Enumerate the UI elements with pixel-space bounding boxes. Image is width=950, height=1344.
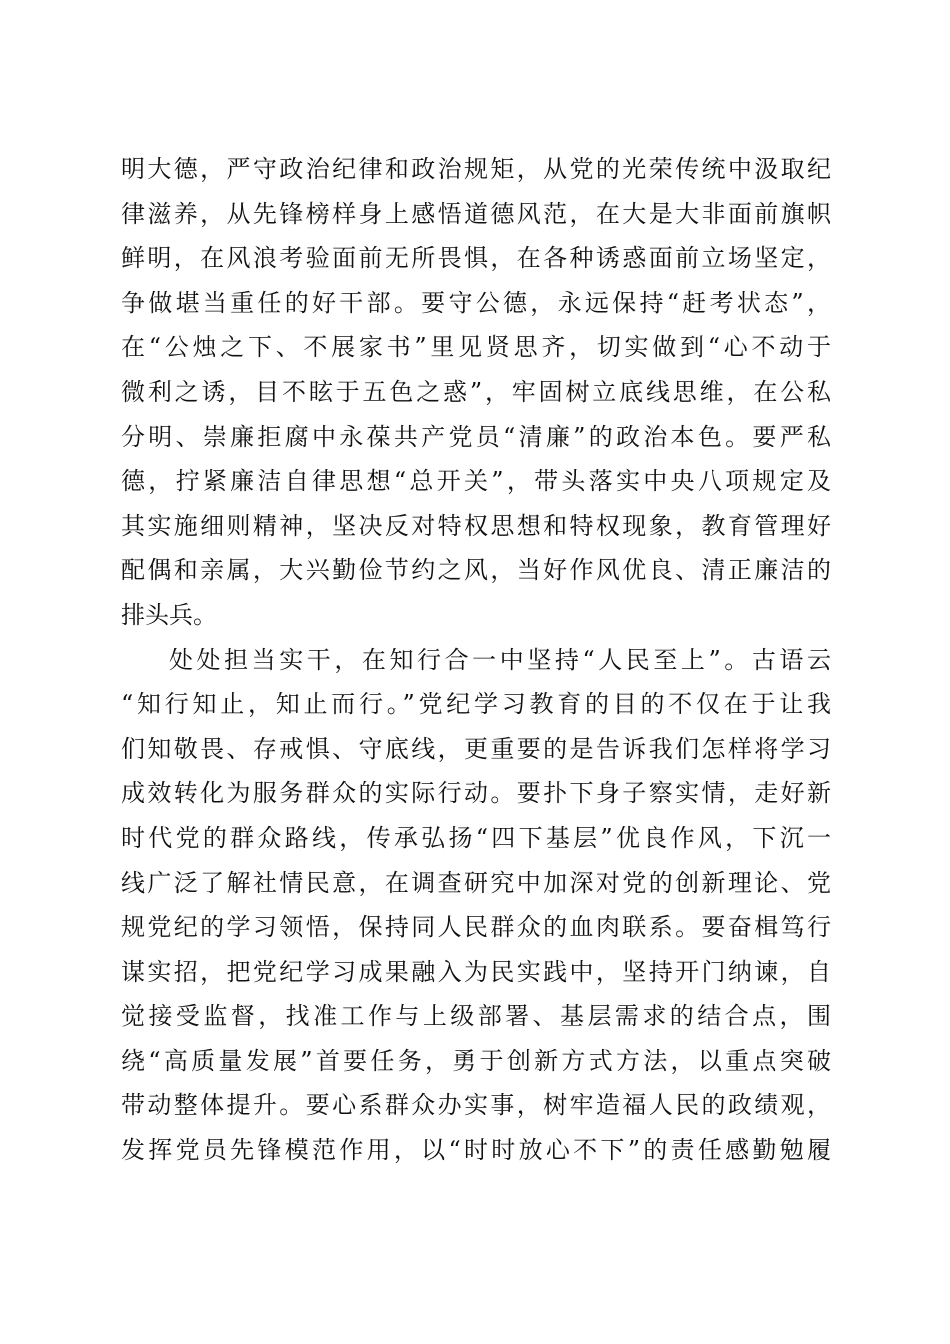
- paragraph-2-line: 觉接受监督，找准工作与上级部署、基层需求的结合点，围: [121, 1002, 831, 1031]
- paragraph-2-line: 们知敬畏、存戒惧、守底线，更重要的是告诉我们怎样将学习: [121, 734, 831, 763]
- paragraph-1-line: 德，拧紧廉洁自律思想“总开关”，带头落实中央八项规定及: [121, 467, 831, 496]
- paragraph-1-line: 争做堪当重任的好干部。要守公德，永远保持“赶考状态”，: [121, 288, 831, 317]
- paragraph-2-line: 线广泛了解社情民意，在调查研究中加深对党的创新理论、党: [121, 868, 831, 897]
- paragraph-1-line: 律滋养，从先锋榜样身上感悟道德风范，在大是大非面前旗帜: [121, 199, 831, 228]
- paragraph-1-line: 鲜明，在风浪考验面前无所畏惧，在各种诱惑面前立场坚定，: [121, 244, 831, 273]
- paragraph-1-line: 配偶和亲属，大兴勤俭节约之风，当好作风优良、清正廉洁的: [121, 556, 831, 585]
- paragraph-2-line: 发挥党员先锋模范作用，以“时时放心不下”的责任感勤勉履: [121, 1136, 831, 1165]
- paragraph-1-line: 其实施细则精神，坚决反对特权思想和特权现象，教育管理好: [121, 511, 831, 540]
- paragraph-2-line: 绕“高质量发展”首要任务，勇于创新方式方法，以重点突破: [121, 1046, 831, 1075]
- paragraph-1-line: 排头兵。: [121, 600, 217, 629]
- paragraph-2-line: “知行知止，知止而行。”党纪学习教育的目的不仅在于让我: [121, 690, 831, 719]
- body-text: [121, 147, 831, 1173]
- paragraph-1-line: 分明、崇廉拒腐中永葆共产党员“清廉”的政治本色。要严私: [121, 422, 831, 451]
- paragraph-2-line: 处处担当实干，在知行合一中坚持“人民至上”。古语云: [169, 645, 831, 674]
- paragraph-2-line: 谋实招，把党纪学习成果融入为民实践中，坚持开门纳谏，自: [121, 957, 831, 986]
- paragraph-2-line: 带动整体提升。要心系群众办实事，树牢造福人民的政绩观，: [121, 1091, 831, 1120]
- paragraph-2-line: 成效转化为服务群众的实际行动。要扑下身子察实情，走好新: [121, 779, 831, 808]
- paragraph-2-line: 规党纪的学习领悟，保持同人民群众的血肉联系。要奋楫笃行: [121, 913, 831, 942]
- paragraph-1-line: 明大德，严守政治纪律和政治规矩，从党的光荣传统中汲取纪: [121, 155, 831, 183]
- paragraph-2-line: 时代党的群众路线，传承弘扬“四下基层”优良作风，下沉一: [121, 823, 831, 852]
- paragraph-1-line: 在“公烛之下、不展家书”里见贤思齐，切实做到“心不动于: [121, 333, 831, 362]
- paragraph-1-line: 微利之诱，目不眩于五色之惑”，牢固树立底线思维，在公私: [121, 377, 831, 406]
